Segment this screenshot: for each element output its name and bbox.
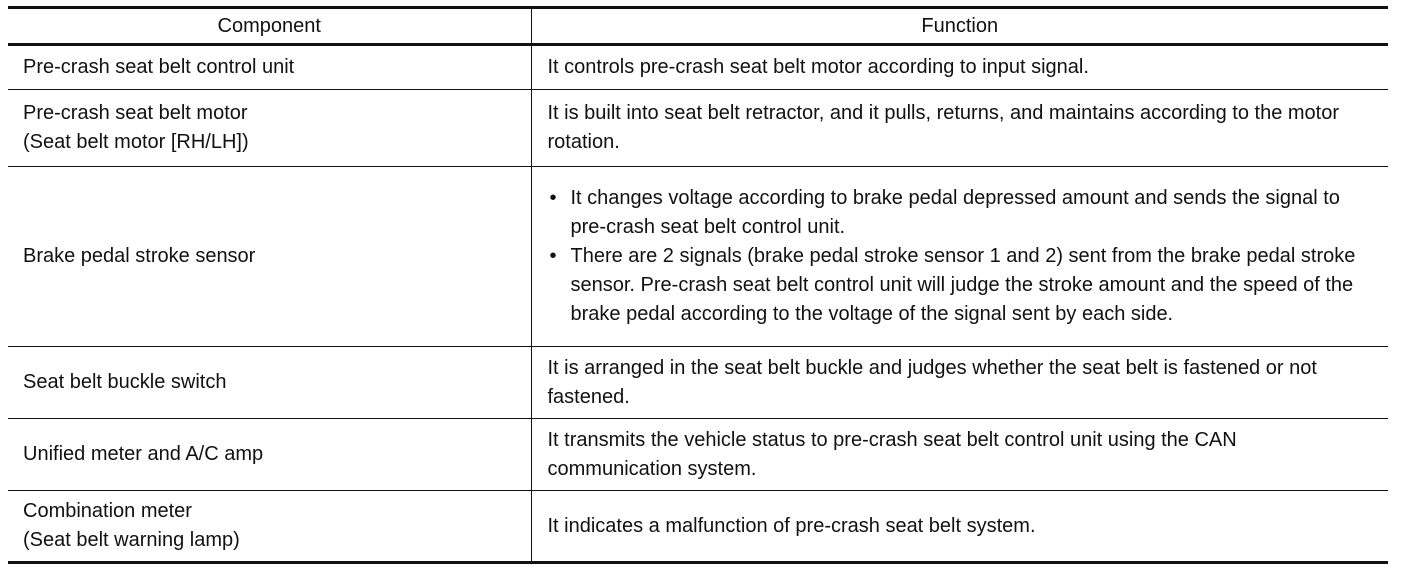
- component-text: Pre-crash seat belt control unit: [23, 56, 295, 78]
- component-text: Brake pedal stroke sensor: [23, 245, 256, 267]
- component-subtext: (Seat belt motor [RH/LH]): [23, 131, 249, 153]
- function-text: It is arranged in the seat belt buckle and judges whether the seat belt is fastened or not fastened.: [547, 356, 1317, 408]
- component-cell: [8, 90, 531, 167]
- component-cell: [8, 45, 531, 90]
- function-text: It controls pre-crash seat belt motor according to input signal.: [547, 56, 1089, 78]
- component-cell: [8, 419, 531, 491]
- bullet-text: It changes voltage according to brake pedal depressed amount and sends the signal to pre-crash seat belt control unit.: [570, 187, 1340, 238]
- bullet-icon: •: [549, 187, 557, 209]
- function-text: It transmits the vehicle status to pre-crash seat belt control unit using the CAN communication system.: [547, 428, 1237, 480]
- header-function: Function: [531, 8, 1388, 45]
- function-cell: [531, 419, 1388, 491]
- component-text: Combination meter: [23, 500, 192, 522]
- list-item: [548, 184, 1377, 242]
- function-bullet-list: [548, 184, 1377, 329]
- component-text: Seat belt buckle switch: [23, 371, 227, 393]
- list-item: [548, 242, 1377, 329]
- bullet-icon: •: [549, 245, 557, 267]
- table-header-row: [8, 8, 1388, 45]
- function-cell: [531, 90, 1388, 167]
- component-text: Pre-crash seat belt motor: [23, 102, 248, 124]
- table-row: [8, 347, 1388, 419]
- header-component: Component: [8, 8, 531, 45]
- component-cell: [8, 167, 531, 347]
- component-subtext: (Seat belt warning lamp): [23, 529, 240, 551]
- function-cell: [531, 45, 1388, 90]
- table-row: [8, 491, 1388, 563]
- component-cell: [8, 491, 531, 563]
- component-function-table: [8, 6, 1388, 564]
- function-cell: [531, 167, 1388, 347]
- bullet-text: There are 2 signals (brake pedal stroke sensor 1 and 2) sent from the brake pedal stroke sensor. Pre-crash seat belt control unit will judge the stroke amount and the speed of the brake pedal according to the voltage of the signal sent by each side.: [570, 245, 1356, 325]
- table-row: [8, 45, 1388, 90]
- table-row: [8, 167, 1388, 347]
- function-text: It indicates a malfunction of pre-crash seat belt system.: [547, 514, 1036, 537]
- function-cell: [531, 491, 1388, 563]
- table-row: [8, 90, 1388, 167]
- function-cell: [531, 347, 1388, 419]
- component-cell: [8, 347, 531, 419]
- table-row: [8, 419, 1388, 491]
- function-text: It is built into seat belt retractor, and it pulls, returns, and maintains according to the motor rotation.: [547, 102, 1340, 153]
- component-text: Unified meter and A/C amp: [23, 443, 264, 465]
